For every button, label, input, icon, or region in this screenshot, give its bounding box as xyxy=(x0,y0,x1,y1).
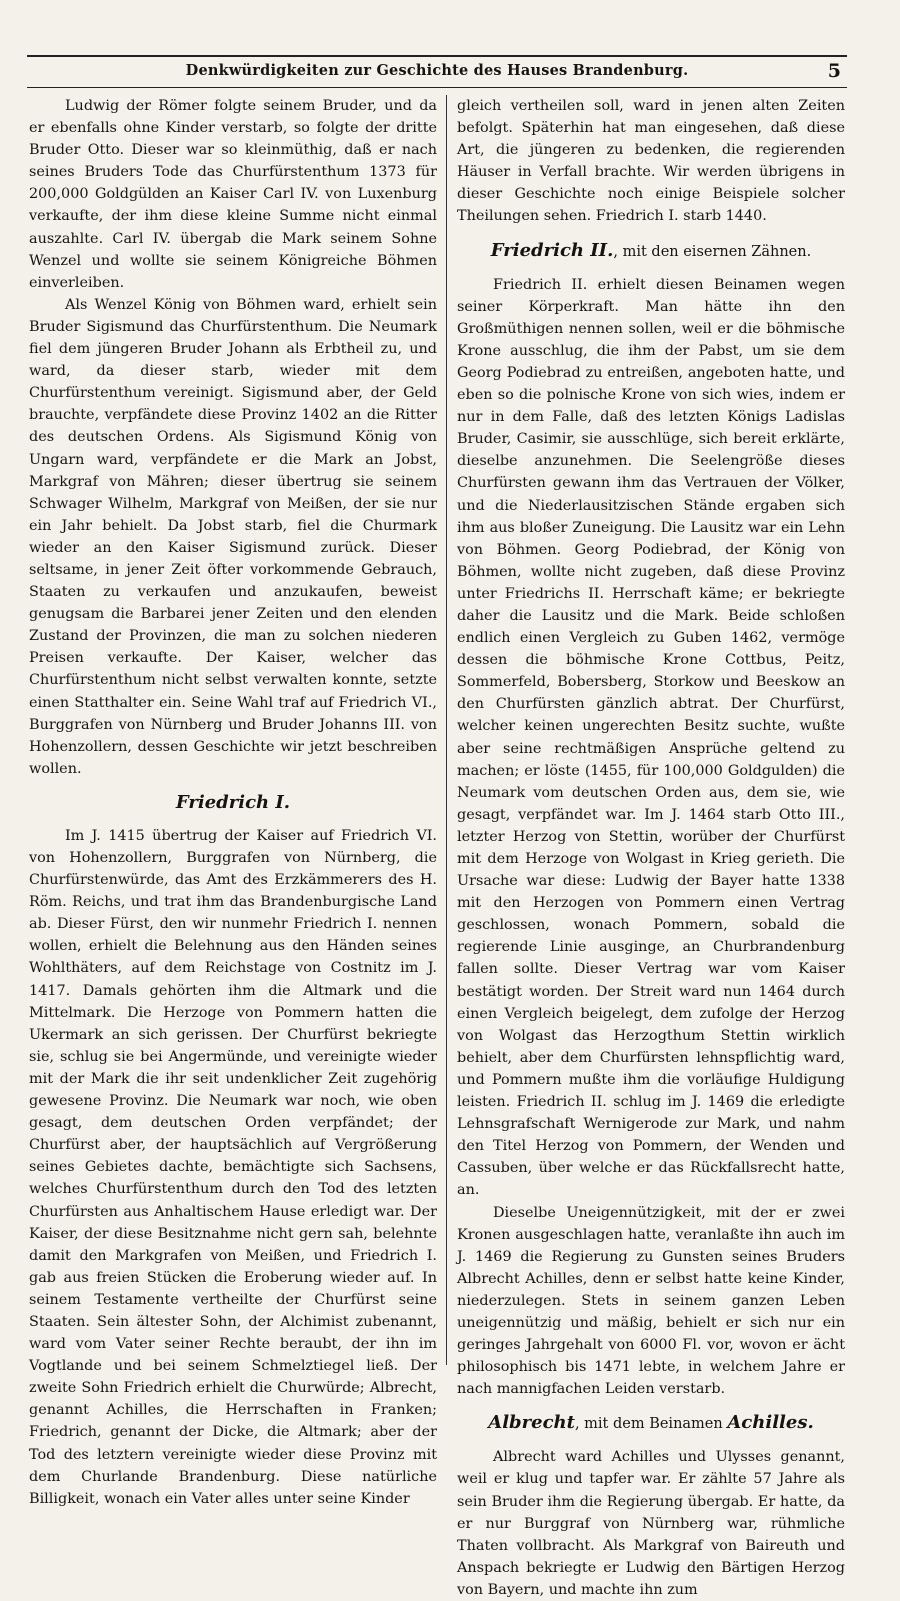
section-heading xyxy=(457,1410,845,1437)
paragraph: Im J. 1415 übertrug der Kaiser auf Friedrich VI. von Hohenzollern, Burggrafen von Nürnberg, die Churfürstenwürde, das Amt des Erzkämmerers des H. Röm. Reichs, und trat ihm das Brandenburgische Land ab. Dieser Fürst, den wir nunmehr Friedrich I. nennen wollen, erhielt die Belehnung aus den Händen seines Wohlthäters, auf dem Reichstage von Costnitz im J. 1417. Damals gehörten ihm die Altmark und die Mittelmark. Die Herzoge von Pommern hatten die Ukermark an sich gerissen. Der Churfürst bekriegte sie, schlug sie bei Angermünde, und vereinigte wieder mit der Mark die ihr seit undenklicher Zeit zugehörig gewesene Provinz. Die Neumark war noch, wie oben gesagt, dem deutschen Orden verpfändet; der Churfürst aber, der hauptsächlich auf Vergrößerung seines Gebietes dachte, bemächtigte sich Sachsens, welches Churfürstenthum durch den Tod des letzten Churfürsten aus Anhaltischem Hause erledigt war. Der Kaiser, der diese Besitznahme nicht gern sah, belehnte damit den Markgrafen von Meißen, und Friedrich I. gab aus freien Stücken die Eroberung wieder auf. In seinem Testamente vertheilte der Churfürst seine Staaten. Sein ältester Sohn, der Alchimist zubenannt, ward vom Vater seiner Rechte beraubt, der ihn im Vogtlande und bei seinem Schmelztiegel ließ. Der zweite Sohn Friedrich erhielt die Churwürde; Albrecht, genannt Achilles, die Herrschaften in Franken; Friedrich, genannt der Dicke, die Altmark; aber der Tod des letztern vereinigte wieder diese Provinz mit dem Churlande Brandenburg. Diese natürliche Billigkeit, wonach ein Vater alles unter seine Kinder xyxy=(29,827,437,1507)
paragraph: gleich vertheilen soll, ward in jenen alten Zeiten befolgt. Späterhin hat man eingesehen, daß diese Art, die jüngeren zu bedenken, die regierenden Häuser in Verfall brachte. Wir werden übrigens in dieser Geschichte noch einige Beispiele solcher Theilungen sehen. Friedrich I. starb 1440. xyxy=(457,98,845,225)
left-column xyxy=(29,95,437,1507)
heading-name: Friedrich II. xyxy=(490,239,614,261)
running-header xyxy=(27,55,847,88)
section-heading: Friedrich I. xyxy=(175,791,291,813)
heading-name: Albrecht xyxy=(488,1412,575,1434)
page-number: 5 xyxy=(827,60,841,82)
paragraph: Albrecht ward Achilles und Ulysses genannt, weil er klug und tapfer war. Er zählte 57 Jahre als sein Bruder ihm die Regierung übergab. Er hatte, da er nur Burggraf von Nürnberg war, rühmliche Thaten vollbracht. Als Markgraf von Baireuth und Anspach bekriegte er Ludwig den Bärtigen Herzog von Bayern, und machte ihn zum xyxy=(457,1449,845,1598)
heading-subtitle: , mit dem Beinamen xyxy=(574,1416,728,1433)
page xyxy=(27,55,847,1598)
paragraph: Ludwig der Römer folgte seinem Bruder, und da er ebenfalls ohne Kinder verstarb, so folgte der dritte Bruder Otto. Dieser war so kleinmüthig, daß er nach seines Bruders Tode das Churfürstenthum 1373 für 200,000 Goldgülden an Kaiser Carl IV. von Luxenburg verkaufte, der ihm diese kleine Summe nicht einmal auszahlte. Carl IV. übergab die Mark seinem Sohne Wenzel und wollte sie seinem Königreiche Böhmen einverleiben. xyxy=(29,98,437,291)
heading-epithet: Achilles. xyxy=(727,1412,814,1434)
right-column xyxy=(457,95,845,1598)
section-heading xyxy=(457,238,845,265)
column-divider xyxy=(446,95,447,1365)
paragraph: Als Wenzel König von Böhmen ward, erhielt sein Bruder Sigismund das Churfürstenthum. Die Neumark fiel dem jüngeren Bruder Johann als Erbtheil zu, und ward, da dieser starb, wieder mit dem Churfürstenthum vereinigt. Sigismund aber, der Geld brauchte, verpfändete diese Provinz 1402 an die Ritter des deutschen Ordens. Als Sigismund König von Ungarn ward, verpfändete er die Mark an Jobst, Markgraf von Mähren; dieser übertrug sie seinem Schwager Wilhelm, Markgraf von Meißen, der sie nur ein Jahr behielt. Da Jobst starb, fiel die Churmark wieder an den Kaiser Sigismund zurück. Dieser seltsame, in jener Zeit öfter vorkommende Gebrauch, Staaten zu verkaufen und anzukaufen, beweist genugsam die Barbarei jener Zeiten und den elenden Zustand der Provinzen, die man zu solchen niederen Preisen verkaufte. Der Kaiser, welcher das Churfürstenthum nicht selbst verwalten konnte, setzte einen Statthalter ein. Seine Wahl traf auf Friedrich VI., Burggrafen von Nürnberg und Bruder Johanns III. von Hohenzollern, dessen Geschichte wir jetzt beschreiben wollen. xyxy=(29,296,437,777)
running-title: Denkwürdigkeiten zur Geschichte des Hauses Brandenburg. xyxy=(185,62,689,79)
heading-subtitle: , mit den eisernen Zähnen. xyxy=(613,243,812,260)
paragraph: Dieselbe Uneigennützigkeit, mit der er zwei Kronen ausgeschlagen hatte, veranlaßte ihn auch im J. 1469 die Regierung zu Gunsten seines Bruders Albrecht Achilles, denn er selbst hatte keine Kinder, niederzulegen. Stets in seinem ganzen Leben uneigennützig und mäßig, behielt er sich nur ein geringes Jahrgehalt von 6000 Fl. vor, wovon er ächt philosophisch bis 1471 lebte, in welchem Jahre er nach mannigfachen Leiden verstarb. xyxy=(457,1204,845,1398)
paragraph: Friedrich II. erhielt diesen Beinamen wegen seiner Körperkraft. Man hätte ihn den Großmüthigen nennen sollen, weil er die böhmische Krone ausschlug, die ihm der Pabst, um sie dem Georg Podiebrad zu entreißen, angeboten hatte, und eben so die polnische Krone von sich wies, indem er nur in dem Falle, daß des letzten Königs Ladislas Bruder, Casimir, sie ausschlüge, sich bereit erklärte, dieselbe anzunehmen. Die Seelengröße dieses Churfürsten gewann ihm das Vertrauen der Völker, und die Niederlausitzischen Stände ergaben sich ihm aus bloßer Zuneigung. Die Lausitz war ein Lehn von Böhmen. Georg Podiebrad, der König von Böhmen, wollte nicht zugeben, daß diese Provinz unter Friedrichs II. Herrschaft käme; er bekriegte daher die Lausitz und die Mark. Beide schloßen endlich einen Vergleich zu Guben 1462, vermöge dessen die böhmische Krone Cottbus, Peitz, Sommerfeld, Bobersberg, Storkow und Beeskow an den Churfürsten gänzlich abtrat. Der Churfürst, welcher keinen ungerechten Besitz suchte, wußte aber seine rechtmäßigen Ansprüche geltend zu machen; er löste (1455, für 100,000 Goldgulden) die Neumark vom deutschen Orden aus, dem sie, wie gesagt, verpfändet war. Im J. 1464 starb Otto III., letzter Herzog von Stettin, worüber der Churfürst mit dem Herzoge von Wolgast in Krieg gerieth. Die Ursache war diese: Ludwig der Bayer hatte 1338 mit den Herzogen von Pommern einen Vertrag geschlossen, wonach Pommern, sobald die regierende Linie ausginge, an Churbrandenburg fallen sollte. Dieser Vertrag war vom Kaiser bestätigt worden. Der Streit ward nun 1464 durch einen Vergleich beigelegt, dem zufolge der Herzog von Wolgast das Herzogthum Stettin wirklich behielt, aber dem Churfürsten lehnspflichtig ward, und Pommern mußte ihm die vorläufige Huldigung leisten. Friedrich II. schlug im J. 1469 die erledigte Lehnsgrafschaft Wernigerode zur Mark, und nahm den Titel Herzog von Pommern, der Wenden und Cassuben, über welche er das Rückfallsrecht hatte, an. xyxy=(457,276,845,1199)
